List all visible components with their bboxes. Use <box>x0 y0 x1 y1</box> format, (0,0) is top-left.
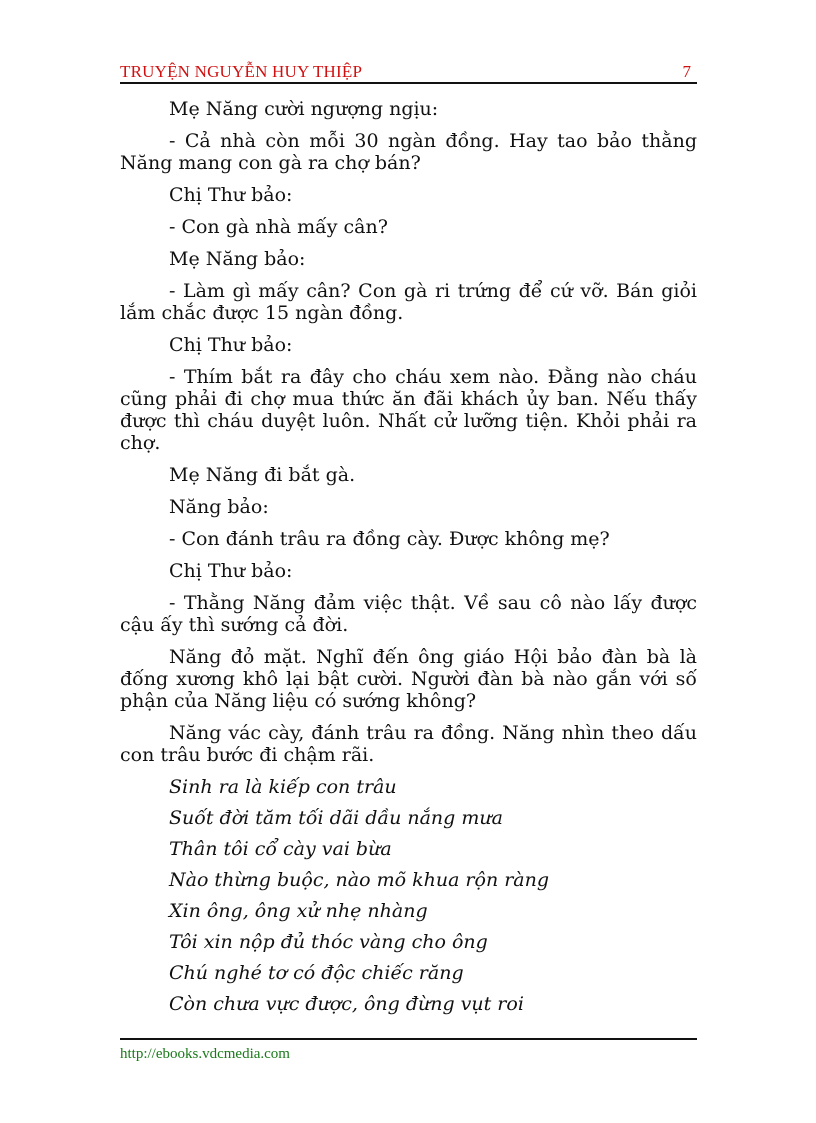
poem <box>120 776 697 1015</box>
paragraph: - Thím bắt ra đây cho cháu xem nào. Đằng nào cháu cũng phải đi chợ mua thức ăn đãi khách ủy ban. Nếu thấy được thì cháu duyệt luôn. Nhất cử lưỡng tiện. Khỏi phải ra chợ. <box>120 366 697 454</box>
paragraph: Chị Thư bảo: <box>169 334 293 356</box>
paragraph: Mẹ Năng đi bắt gà. <box>169 464 356 486</box>
poem-line: Thân tôi cổ cày vai bừa <box>169 838 392 860</box>
paragraph: - Thằng Năng đảm việc thật. Về sau cô nào lấy được cậu ấy thì sướng cả đời. <box>120 592 697 636</box>
footer-link[interactable]: http://ebooks.vdcmedia.com <box>120 1046 290 1062</box>
paragraph: Năng bảo: <box>169 496 269 518</box>
paragraph: Chị Thư bảo: <box>169 184 293 206</box>
poem-line: Sinh ra là kiếp con trâu <box>169 776 397 798</box>
paragraph: Chị Thư bảo: <box>169 560 293 582</box>
poem-line: Nào thừng buộc, nào mõ khua rộn ràng <box>169 869 550 891</box>
page-footer <box>120 1038 697 1063</box>
paragraph: Mẹ Năng cười ngượng ngịu: <box>169 98 439 120</box>
poem-line: Suốt đời tăm tối dãi dầu nắng mưa <box>169 807 503 829</box>
paragraph: Năng đỏ mặt. Nghĩ đến ông giáo Hội bảo đàn bà là đống xương khô lại bật cười. Người đàn bà nào gắn với số phận của Năng liệu có sướng không? <box>120 646 697 712</box>
paragraph: - Làm gì mấy cân? Con gà ri trứng để cứ vỡ. Bán giỏi lắm chắc được 15 ngàn đồng. <box>120 280 697 324</box>
poem-line: Tôi xin nộp đủ thóc vàng cho ông <box>169 931 488 953</box>
paragraph: - Con đánh trâu ra đồng cày. Được không mẹ? <box>169 528 610 550</box>
paragraph: - Con gà nhà mấy cân? <box>169 216 388 238</box>
poem-line: Còn chưa vực được, ông đừng vụt roi <box>169 993 524 1015</box>
page-header <box>120 60 697 84</box>
paragraph: Năng vác cày, đánh trâu ra đồng. Năng nhìn theo dấu con trâu bước đi chậm rãi. <box>120 722 697 766</box>
page-number: 7 <box>682 62 691 81</box>
poem-line: Xin ông, ông xử nhẹ nhàng <box>169 900 428 922</box>
page-content <box>120 98 697 1024</box>
poem-line: Chú nghé tơ có độc chiếc răng <box>169 962 464 984</box>
paragraph: - Cả nhà còn mỗi 30 ngàn đồng. Hay tao bảo thằng Năng mang con gà ra chợ bán? <box>120 130 697 174</box>
book-title: TRUYỆN NGUYỄN HUY THIỆP <box>120 62 363 81</box>
paragraph: Mẹ Năng bảo: <box>169 248 306 270</box>
